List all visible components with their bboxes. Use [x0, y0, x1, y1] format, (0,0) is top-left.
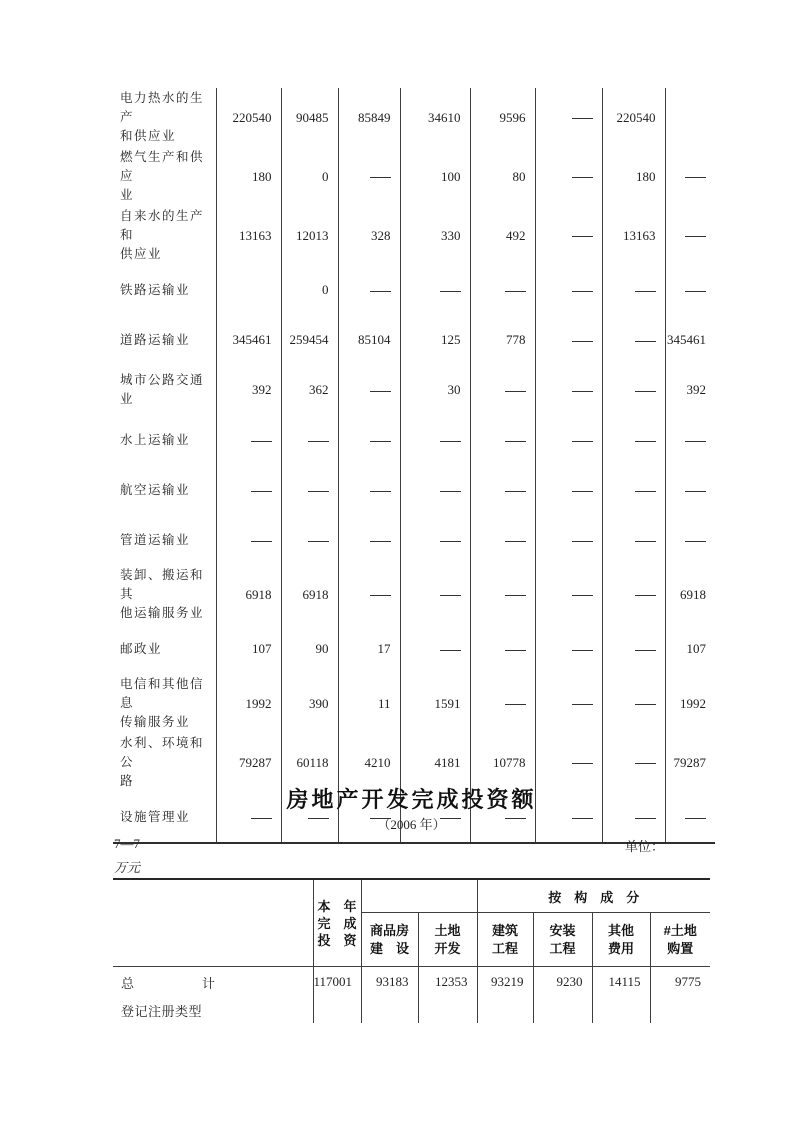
value-cell: 12013: [281, 206, 338, 265]
row-label: [113, 515, 216, 565]
value-cell: 345461: [667, 332, 706, 347]
value-cell: [313, 997, 361, 1023]
row-label: [113, 415, 216, 465]
row-label: [113, 565, 216, 624]
header-blank-span: [361, 879, 477, 913]
row-label: [113, 265, 216, 315]
industry-row: [113, 674, 715, 733]
row-label-line: 路: [120, 774, 135, 788]
value-cell: [470, 265, 535, 315]
industry-row: [113, 206, 715, 265]
industry-row: [113, 365, 715, 415]
value-cell: [535, 624, 602, 674]
row-label-line: 管道运输业: [120, 532, 191, 547]
dash-placeholder: [370, 441, 391, 442]
dash-placeholder: [251, 541, 272, 542]
value-cell: [602, 365, 665, 415]
value-cell: [400, 465, 470, 515]
value-cell: 14115: [592, 967, 650, 998]
row-label-line: 水上运输业: [120, 432, 191, 447]
value-cell: [338, 415, 400, 465]
value-cell: 17: [338, 624, 400, 674]
value-cell: [535, 515, 602, 565]
value-cell: [602, 624, 665, 674]
header-line: 费用: [607, 940, 634, 956]
dash-placeholder: [635, 595, 656, 596]
header-line: 购置: [667, 940, 694, 956]
dash-placeholder: [505, 391, 526, 392]
value-cell: 259454: [281, 315, 338, 365]
value-cell: [400, 415, 470, 465]
dash-placeholder: [635, 491, 656, 492]
value-cell: [361, 997, 418, 1023]
value-cell: [400, 565, 470, 624]
dash-placeholder: [635, 541, 656, 542]
value-cell: 10778: [470, 733, 535, 792]
dash-placeholder: [440, 541, 461, 542]
value-cell: 330: [400, 206, 470, 265]
header-line: 开发: [434, 940, 461, 956]
value-cell: [602, 565, 665, 624]
row-label-line: 供应业: [120, 247, 163, 261]
industry-row: [113, 315, 715, 365]
industry-row: [113, 147, 715, 206]
value-cell: [535, 415, 602, 465]
dash-placeholder: [685, 541, 706, 542]
dash-placeholder: [635, 650, 656, 651]
dash-placeholder: [308, 541, 329, 542]
value-cell: 85849: [338, 88, 400, 147]
header-建筑工程: [477, 913, 533, 967]
value-cell: 6918: [680, 586, 706, 602]
row-label: [113, 624, 216, 674]
value-cell: 1992: [216, 674, 281, 733]
value-cell: [338, 365, 400, 415]
dash-placeholder: [572, 291, 593, 292]
dash-placeholder: [572, 541, 593, 542]
dash-placeholder: [572, 441, 593, 442]
header-line: 商品房: [369, 922, 409, 938]
dash-placeholder: [505, 704, 526, 705]
value-cell: [470, 465, 535, 515]
row-label: 登记注册类型: [113, 997, 313, 1023]
value-cell: [338, 265, 400, 315]
value-cell: [535, 265, 602, 315]
dash-placeholder: [308, 441, 329, 442]
dash-placeholder: [685, 291, 706, 292]
value-cell: [216, 265, 281, 315]
industry-row: [113, 465, 715, 515]
header-annual-completed-investment: [313, 879, 361, 967]
row-label-line: 业: [120, 188, 135, 202]
dash-placeholder: [505, 541, 526, 542]
row-label-line: 水利、环境和公: [120, 736, 205, 769]
row-label-line: 城市公路交通业: [120, 373, 205, 406]
dash-placeholder: [505, 595, 526, 596]
value-cell: 13163: [216, 206, 281, 265]
value-cell: 0: [281, 265, 338, 315]
value-cell: 392: [686, 382, 706, 397]
dash-placeholder: [685, 441, 706, 442]
industry-investment-table: [113, 88, 715, 844]
value-cell: [535, 315, 602, 365]
row-label: [113, 315, 216, 365]
row-label: [113, 147, 216, 206]
value-cell: 1591: [400, 674, 470, 733]
value-cell: [477, 997, 533, 1023]
header-line: #土地: [663, 922, 697, 938]
value-cell: [470, 565, 535, 624]
dash-placeholder: [572, 650, 593, 651]
value-cell: [602, 265, 665, 315]
value-cell: 362: [281, 365, 338, 415]
real-estate-investment-table: [113, 878, 710, 1023]
header-row-group: [113, 879, 710, 913]
value-cell: 4210: [338, 733, 400, 792]
row-label-line: 装卸、搬运和其: [120, 568, 205, 601]
value-cell: [535, 206, 602, 265]
dash-placeholder: [635, 763, 656, 764]
value-cell: [470, 674, 535, 733]
header-line: 建筑: [491, 922, 518, 938]
value-cell: [470, 415, 535, 465]
value-cell: [665, 515, 715, 565]
dash-placeholder: [440, 491, 461, 492]
dash-placeholder: [572, 391, 593, 392]
header-line: 工程: [491, 940, 518, 956]
value-cell: 392: [216, 365, 281, 415]
value-cell: 80: [470, 147, 535, 206]
value-cell: 125: [400, 315, 470, 365]
header-line: 安装: [549, 922, 576, 938]
row-label-line: 自来水的生产和: [120, 209, 205, 242]
dash-placeholder: [572, 118, 593, 119]
dash-placeholder: [505, 291, 526, 292]
value-cell: 93219: [477, 967, 533, 998]
header-label-blank: [113, 879, 313, 967]
year-subtitle: （2006 年）: [377, 817, 446, 832]
dash-placeholder: [572, 236, 593, 237]
row-label-line: 航空运输业: [120, 482, 191, 497]
value-cell: [665, 206, 715, 265]
value-cell: [281, 415, 338, 465]
value-cell: [665, 465, 715, 515]
row-label-line: 电信和其他信息: [120, 677, 205, 710]
dash-placeholder: [370, 541, 391, 542]
row-label-line: 电力热水的生产: [120, 91, 205, 124]
value-cell: 1992: [680, 695, 706, 711]
value-cell: [602, 674, 665, 733]
value-cell: [400, 265, 470, 315]
value-cell: 107: [686, 641, 706, 656]
industry-row: [113, 515, 715, 565]
value-cell: 60118: [281, 733, 338, 792]
header-商品房建设: [361, 913, 418, 967]
header-其他费用: [592, 913, 650, 967]
value-cell: [535, 147, 602, 206]
row-label: 总 计: [113, 967, 313, 998]
row-label-line: 邮政业: [120, 641, 163, 656]
value-cell: 6918: [216, 565, 281, 624]
value-cell: [400, 515, 470, 565]
dash-placeholder: [440, 595, 461, 596]
dash-placeholder: [572, 341, 593, 342]
value-cell: 390: [281, 674, 338, 733]
value-cell: 85104: [338, 315, 400, 365]
header-line: 完 成: [317, 915, 357, 931]
dash-placeholder: [572, 491, 593, 492]
value-cell: 34610: [400, 88, 470, 147]
dash-placeholder: [440, 291, 461, 292]
value-cell: [338, 565, 400, 624]
unit-label: 单位：: [625, 839, 665, 854]
value-cell: 345461: [216, 315, 281, 365]
dash-placeholder: [635, 704, 656, 705]
value-cell: 93183: [361, 967, 418, 998]
header-line: 本 年: [317, 898, 357, 914]
dash-placeholder: [685, 491, 706, 492]
dash-placeholder: [505, 441, 526, 442]
header-#土地购置: [650, 913, 710, 967]
value-cell: [535, 465, 602, 515]
value-cell: [418, 997, 477, 1023]
value-cell: 90: [281, 624, 338, 674]
value-cell: [400, 624, 470, 674]
dash-placeholder: [251, 441, 272, 442]
value-cell: 100: [400, 147, 470, 206]
value-cell: 180: [602, 147, 665, 206]
value-cell: 9775: [675, 974, 702, 989]
value-cell: [535, 565, 602, 624]
row-label-line: 铁路运输业: [120, 282, 191, 297]
dash-placeholder: [635, 341, 656, 342]
value-cell: [535, 365, 602, 415]
value-cell: 6918: [281, 565, 338, 624]
value-cell: 9230: [533, 967, 592, 998]
header-土地开发: [418, 913, 477, 967]
header-line: 建 设: [369, 940, 409, 956]
value-cell: 11: [338, 674, 400, 733]
row-label-line: 他运输服务业: [120, 606, 205, 620]
value-cell: [602, 315, 665, 365]
value-cell: 778: [470, 315, 535, 365]
data-row-总计: [113, 967, 710, 998]
dash-placeholder: [685, 236, 706, 237]
value-cell: 13163: [602, 206, 665, 265]
row-label: [113, 206, 216, 265]
dash-placeholder: [635, 291, 656, 292]
dash-placeholder: [370, 391, 391, 392]
value-cell: [338, 515, 400, 565]
header-line: 其他: [607, 922, 634, 938]
value-cell: [665, 415, 715, 465]
value-cell: 79287: [673, 754, 706, 770]
dash-placeholder: [251, 491, 272, 492]
industry-row: [113, 624, 715, 674]
industry-row: [113, 415, 715, 465]
value-cell: [216, 465, 281, 515]
dash-placeholder: [572, 177, 593, 178]
row-label-line: 传输服务业: [120, 715, 191, 729]
dash-placeholder: [505, 491, 526, 492]
dash-placeholder: [370, 177, 391, 178]
value-cell: [650, 997, 710, 1023]
value-cell: [602, 415, 665, 465]
value-cell: 30: [400, 365, 470, 415]
value-cell: 12353: [418, 967, 477, 998]
header-line: 土地: [434, 922, 461, 938]
value-cell: [216, 515, 281, 565]
value-cell: 328: [338, 206, 400, 265]
value-cell: 492: [470, 206, 535, 265]
page-title: 房地产开发完成投资额: [286, 787, 537, 812]
value-cell: [602, 465, 665, 515]
value-cell: [535, 674, 602, 733]
row-label-line: 设施管理业: [120, 809, 191, 824]
row-label: [113, 465, 216, 515]
header-line: 投 资: [317, 932, 357, 948]
row-label-line: 和供应业: [120, 129, 177, 143]
value-cell: [338, 465, 400, 515]
value-cell: [602, 515, 665, 565]
value-cell: [533, 997, 592, 1023]
table-number: 7—7: [114, 836, 140, 851]
header-by-composition-group: 按 构 成 分: [477, 879, 710, 913]
value-cell: 117001: [313, 967, 361, 998]
dash-placeholder: [440, 650, 461, 651]
dash-placeholder: [572, 595, 593, 596]
row-label: [113, 674, 216, 733]
value-cell: [281, 515, 338, 565]
dash-placeholder: [572, 704, 593, 705]
value-cell: 9596: [470, 88, 535, 147]
industry-row: [113, 265, 715, 315]
value-cell: [535, 88, 602, 147]
header-line: 工程: [549, 940, 576, 956]
dash-placeholder: [635, 441, 656, 442]
value-cell: [470, 515, 535, 565]
row-label-line: 燃气生产和供应: [120, 150, 205, 183]
value-cell: [470, 365, 535, 415]
dash-placeholder: [685, 177, 706, 178]
industry-row: [113, 565, 715, 624]
row-label-line: 道路运输业: [120, 332, 191, 347]
dash-placeholder: [370, 491, 391, 492]
dash-placeholder: [440, 441, 461, 442]
dash-placeholder: [370, 291, 391, 292]
value-cell: [281, 465, 338, 515]
dash-placeholder: [572, 763, 593, 764]
value-cell: 220540: [602, 88, 665, 147]
dash-placeholder: [635, 391, 656, 392]
value-cell: 180: [216, 147, 281, 206]
value-cell: [216, 415, 281, 465]
value-cell: 0: [281, 147, 338, 206]
value-cell: 79287: [216, 733, 281, 792]
value-cell: [470, 624, 535, 674]
row-label: [113, 88, 216, 147]
dash-placeholder: [505, 650, 526, 651]
industry-row: [113, 88, 715, 147]
data-row-登记注册类型: [113, 997, 710, 1023]
value-cell: 220540: [216, 88, 281, 147]
value-cell: 107: [216, 624, 281, 674]
dash-placeholder: [370, 595, 391, 596]
value-cell: 4181: [400, 733, 470, 792]
value-cell: [338, 147, 400, 206]
row-label: [113, 365, 216, 415]
dash-placeholder: [308, 491, 329, 492]
value-cell: [665, 265, 715, 315]
unit-value: 万元: [114, 860, 141, 875]
value-cell: [665, 88, 715, 147]
value-cell: 90485: [281, 88, 338, 147]
header-安装工程: [533, 913, 592, 967]
value-cell: [592, 997, 650, 1023]
value-cell: [665, 147, 715, 206]
